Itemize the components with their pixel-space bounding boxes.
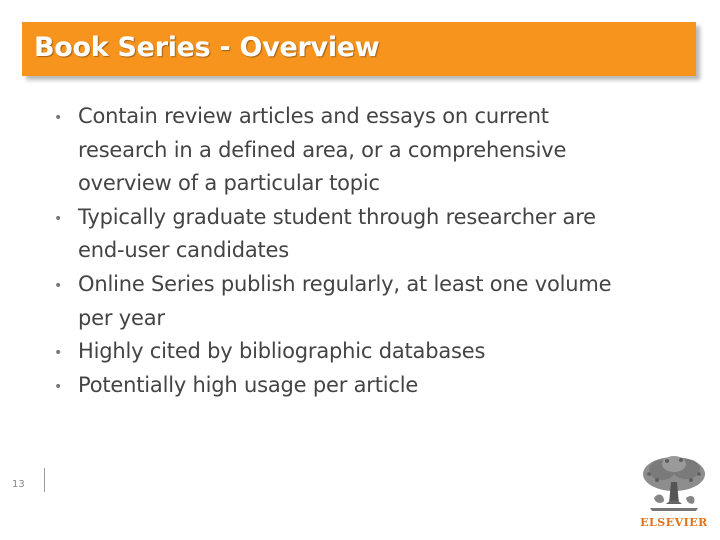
bullet-item — [54, 335, 624, 369]
bullet-item — [54, 201, 624, 268]
bullet-item — [54, 369, 624, 403]
bullet-item — [54, 100, 624, 201]
title-bar — [22, 22, 696, 76]
elsevier-logo-text: ELSEVIER — [640, 516, 708, 529]
bullet-text: Online Series publish regularly, at least one volume per year — [78, 271, 612, 330]
bullet-marker: • — [54, 345, 63, 362]
page-number: 13 — [12, 479, 25, 490]
footer-divider — [44, 468, 45, 492]
elsevier-logo — [636, 452, 712, 534]
bullet-marker: • — [54, 277, 63, 294]
bullet-item — [54, 268, 624, 335]
tree-icon — [636, 452, 712, 512]
bullet-text: Typically graduate student through researcher are end-user candidates — [78, 204, 596, 263]
bullet-marker: • — [54, 210, 63, 227]
bullet-marker: • — [54, 378, 63, 395]
bullet-list — [54, 100, 624, 402]
slide-title: Book Series - Overview — [34, 32, 380, 63]
bullet-text: Contain review articles and essays on current research in a defined area, or a comprehensive overview of a particular topic — [78, 104, 567, 196]
bullet-text: Potentially high usage per article — [78, 372, 419, 397]
bullet-text: Highly cited by bibliographic databases — [78, 339, 486, 364]
bullet-marker: • — [54, 110, 63, 126]
